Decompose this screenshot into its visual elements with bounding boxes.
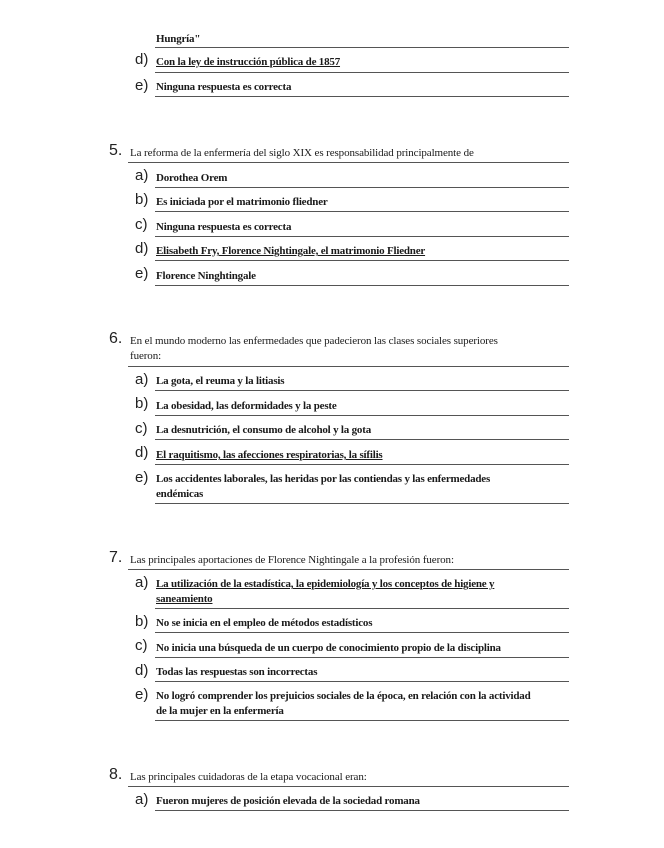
option-letter: d) — [135, 444, 149, 461]
answer-text: Fueron mujeres de posición elevada de la sociedad romana — [156, 795, 420, 807]
option-letter: a) — [135, 574, 149, 591]
answer-line — [155, 390, 569, 391]
answer-line — [155, 720, 569, 721]
answer-text: El raquitismo, las afecciones respiratorias, la sífilis — [156, 449, 383, 461]
option-letter: d) — [135, 51, 149, 68]
answer-text: Hungría" — [156, 33, 201, 45]
answer-line — [155, 236, 569, 237]
question-text: La reforma de la enfermería del siglo XIX es responsabilidad principalmente de — [130, 147, 474, 159]
question-line — [128, 366, 569, 367]
answer-line — [155, 632, 569, 633]
question-text: En el mundo moderno las enfermedades que padecieron las clases sociales superiores fueron: — [130, 335, 498, 362]
answer-line — [155, 608, 569, 609]
option-letter: b) — [135, 613, 149, 630]
option-letter: d) — [135, 662, 149, 679]
question-text: Las principales cuidadoras de la etapa vocacional eran: — [130, 771, 367, 783]
answer-text: Ninguna respuesta es correcta — [156, 81, 292, 93]
question-number: 8. — [109, 766, 123, 783]
answer-text: Florence Ninghtingale — [156, 270, 256, 282]
question-number: 7. — [109, 549, 123, 566]
question-line — [128, 162, 569, 163]
answer-line — [155, 260, 569, 261]
answer-line — [155, 187, 569, 188]
answer-line — [155, 439, 569, 440]
answer-text: La utilización de la estadística, la epidemiología y los conceptos de higiene y saneamiento — [156, 578, 495, 605]
answer-text: Los accidentes laborales, las heridas por las contiendas y las enfermedades endémicas — [156, 473, 491, 500]
question-number: 5. — [109, 142, 123, 159]
option-letter: e) — [135, 469, 149, 486]
question-line — [128, 569, 569, 570]
answer-line — [155, 211, 569, 212]
option-letter: a) — [135, 371, 149, 388]
answer-line — [155, 72, 569, 73]
answer-text: Con la ley de instrucción pública de 1857 — [156, 56, 341, 68]
option-letter: a) — [135, 791, 149, 808]
answer-text: Es iniciada por el matrimonio fliedner — [156, 196, 328, 208]
answer-line — [155, 415, 569, 416]
answer-text: La gota, el reuma y la litiasis — [156, 375, 285, 387]
answer-text: La obesidad, las deformidades y la peste — [156, 400, 337, 412]
option-letter: d) — [135, 240, 149, 257]
option-letter: c) — [135, 216, 148, 233]
answer-text: No se inicia en el empleo de métodos estadísticos — [156, 617, 373, 629]
answer-line — [155, 657, 569, 658]
option-letter: e) — [135, 265, 149, 282]
answer-text: Ninguna respuesta es correcta — [156, 221, 292, 233]
option-letter: b) — [135, 395, 149, 412]
answer-line — [155, 96, 569, 97]
option-letter: b) — [135, 191, 149, 208]
option-letter: e) — [135, 77, 149, 94]
option-letter: c) — [135, 637, 148, 654]
option-letter: a) — [135, 167, 149, 184]
option-letter: e) — [135, 686, 149, 703]
answer-text: No inicia una búsqueda de un cuerpo de conocimiento propio de la disciplina — [156, 642, 501, 654]
answer-text: Elisabeth Fry, Florence Nightingale, el matrimonio Fliedner — [156, 245, 426, 257]
answer-text: Dorothea Orem — [156, 172, 228, 184]
question-line — [128, 786, 569, 787]
answer-line — [155, 285, 569, 286]
answer-line — [155, 47, 569, 48]
answer-text: No logró comprender los prejuicios sociales de la época, en relación con la actividad de la mujer en la enfermería — [156, 690, 531, 717]
option-letter: c) — [135, 420, 148, 437]
answer-text: Todas las respuestas son incorrectas — [156, 666, 318, 678]
answer-line — [155, 464, 569, 465]
question-number: 6. — [109, 330, 123, 347]
answer-line — [155, 681, 569, 682]
answer-line — [155, 810, 569, 811]
question-text: Las principales aportaciones de Florence Nightingale a la profesión fueron: — [130, 554, 454, 566]
answer-text: La desnutrición, el consumo de alcohol y la gota — [156, 424, 371, 436]
answer-line — [155, 503, 569, 504]
